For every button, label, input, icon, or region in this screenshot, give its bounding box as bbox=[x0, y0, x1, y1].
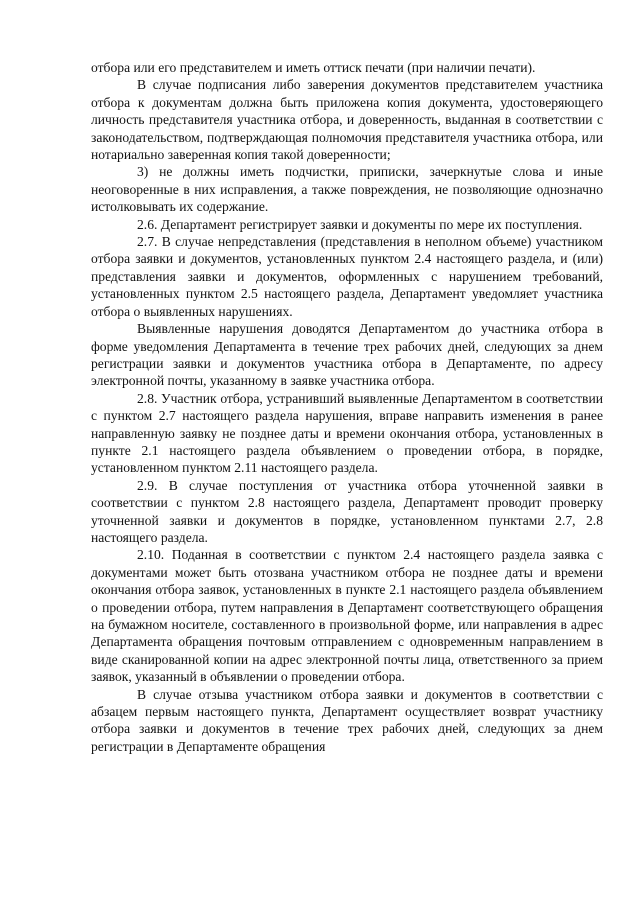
paragraph-continuation: отбора или его представителем и иметь оттиск печати (при наличии печати). bbox=[91, 60, 536, 75]
paragraph-2-6: 2.6. Департамент регистрирует заявки и документы по мере их поступления. bbox=[137, 216, 583, 232]
paragraph-2-9: 2.9. В случае поступления от участника отбора уточненной заявки в соответствии с пунктом 2.8 настоящего раздела, Департамент проводит проверку уточненной заявки и документов в порядке, установленном пунктами 2.7, 2.8 настоящего раздела. bbox=[91, 477, 603, 545]
paragraph-violations-notice: Выявленные нарушения доводятся Департаментом до участника отбора в форме уведомления Департамента в течение трех рабочих дней, следующих за днем регистрации заявки и документов участника отбора в Департаменте, по адресу электронной почты, указанному в заявке участника отбора. bbox=[91, 321, 603, 389]
paragraph-representative-signing: В случае подписания либо заверения документов представителем участника отбора к документам должна быть приложена копия документа, удостоверяющего личность представителя участника отбора, и доверенность, выданная в соответствии с законодательством, подтверждающая полномочия представителя участника отбора, или нотариально заверенная копия такой доверенности; bbox=[91, 77, 603, 163]
paragraph-withdrawal: В случае отзыва участником отбора заявки и документов в соответствии с абзацем первым настоящего пункта, Департамент осуществляет возврат участнику отбора заявки и документов в течение трех рабочих дней, следующих за днем регистрации в Департаменте обращения bbox=[91, 686, 603, 754]
paragraph-2-8: 2.8. Участник отбора, устранивший выявленные Департаментом в соответствии с пунктом 2.7 настоящего раздела нарушения, вправе направить изменения в ранее направленную заявку не позднее даты и времени окончания отбора, установленных в пункте 2.1 настоящего раздела объявлением о проведении отбора, в порядке, установленном пунктом 2.11 настоящего раздела. bbox=[91, 390, 603, 476]
paragraph-2-10: 2.10. Поданная в соответствии с пунктом 2.4 настоящего раздела заявка с документами может быть отозвана участником отбора не позднее даты и времени окончания отбора заявок, установленных в пункте 2.1 настоящего раздела объявлением о проведении отбора, путем направления в Департамент соответствующего обращения на бумажном носителе, составленного в произвольной форме, или направления в адрес Департамента обращения почтовым отправлением с одновременным направлением в виде сканированной копии на адрес электронной почты лица, ответственного за прием заявок, указанный в объявлении о проведении отбора. bbox=[91, 547, 603, 685]
paragraph-2-7: 2.7. В случае непредставления (представления в неполном объеме) участником отбора заявки и документов, установленных пунктом 2.4 настоящего раздела, и (или) представления заявки и документов, оформленных с нарушением требований, установленных пунктом 2.5 настоящего раздела, Департамент уведомляет участника отбора о выявленных нарушениях. bbox=[91, 234, 603, 319]
paragraph-item-3: 3) не должны иметь подчистки, приписки, зачеркнутые слова и иные неоговоренные в них исправления, а также повреждения, не позволяющие однозначно истолковывать их содержание. bbox=[91, 164, 603, 215]
document-page bbox=[91, 59, 603, 755]
